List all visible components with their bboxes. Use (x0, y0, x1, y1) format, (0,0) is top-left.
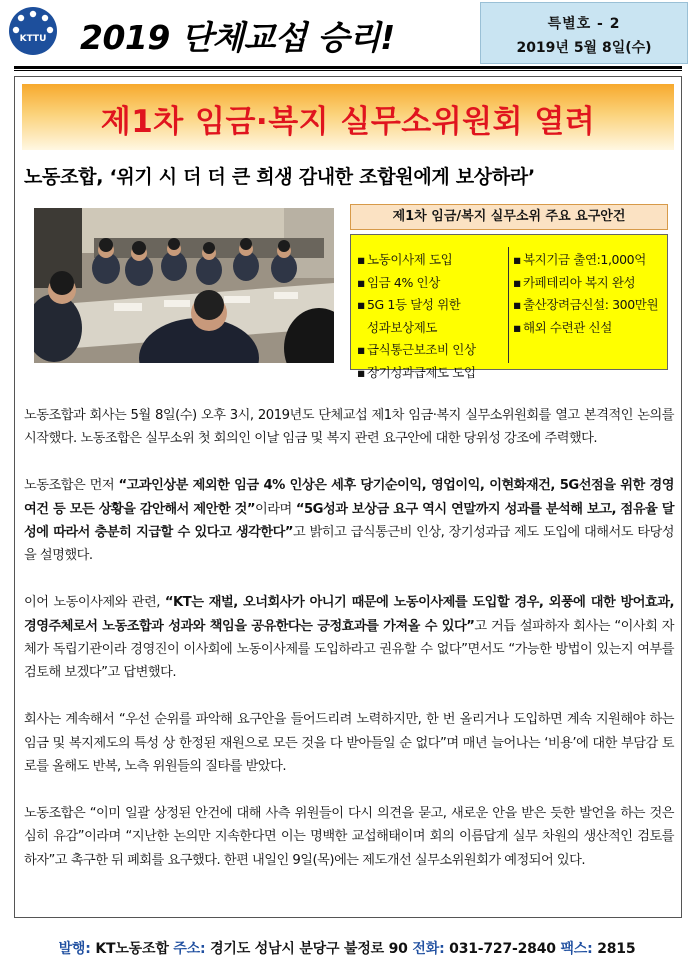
issue-date: 2019년 5월 8일(수) (516, 40, 652, 56)
demand-item-text: 임금 4% 인상 (367, 274, 440, 290)
article-paragraph (24, 708, 674, 778)
address-label: 주소: (173, 941, 206, 957)
publisher-label: 발행: (58, 941, 91, 957)
headline: 제1차 임금·복지 실무소위원회 열려 (100, 104, 596, 140)
meeting-photo (34, 208, 334, 363)
bullet-icon: ▪ (357, 274, 366, 290)
bullet-icon: ▪ (513, 252, 522, 267)
article-paragraph (24, 802, 674, 872)
phone: 031-727-2840 (449, 941, 556, 957)
demand-item-text: 출산장려금신설: 300만원 (523, 297, 659, 313)
publisher: KT노동조합 (95, 941, 169, 957)
demand-item-text: 카페테리아 복지 완성 (523, 274, 636, 290)
demands-panel (344, 204, 674, 380)
paragraph-text: 노동조합은 먼저 (24, 478, 119, 494)
bullet-icon: ▪ (513, 319, 522, 335)
issue-number: 특별호 - 2 (547, 16, 621, 32)
bullet-icon: ▪ (357, 297, 366, 313)
demand-item (357, 294, 509, 317)
demand-item (357, 339, 509, 362)
kttu-logo-icon (8, 6, 58, 56)
demand-item-text: 장기성과급제도 도입 (367, 364, 476, 380)
demands-list-box (350, 234, 668, 380)
header-rule-thin (14, 70, 682, 71)
demand-item-text: 복지기금 출연:1,000억 (523, 252, 646, 267)
paragraph-text: 노동조합은 “이미 일괄 상정된 안건에 대해 사측 위원들이 다시 의견을 묻고, 새로운 안을 받은 듯한 발언을 하는 것은 심히 유감”이라며 “지난한 논의만 지속한다면 이는 명백한 교섭해태이며 회의 이름답게 실무 차원의 생산적인 검토를 하자”고 촉구한 뒤 폐회를 요구했다. 한편 내일인 9일(목)에는 제도개선 실무소위원회가 예정되어 있다. (24, 805, 674, 868)
fax: 2815 (597, 941, 636, 957)
header-rule (14, 66, 682, 69)
paragraph-text: 노동조합과 회사는 5월 8일(수) 오후 3시, 2019년도 단체교섭 제1차 임금·복지 실무소위원회를 열고 본격적인 논의를 시작했다. 노동조합은 실무소위 첫 회의인 이날 임금 및 복지 관련 요구안에 대한 당위성 강조에 주력했다. (24, 408, 674, 447)
demand-item (357, 317, 509, 340)
article-paragraph (24, 591, 674, 685)
footer (0, 938, 694, 958)
logo-text: KTTU (19, 34, 47, 44)
demand-item (357, 249, 509, 272)
quoted-statement: “고과인상분 제외한 임금 4% 인상은 세후 당기순이익, 영업이익, 이현화재건, 5G선점을 위한 경영여건 등 모든 상황을 감안해서 제안한 것” (24, 478, 674, 517)
paragraph-text: 고 밝히고 급식통근비 인상, 장기성과급 제도 도입에 대해서도 타당성을 설명했다. (24, 525, 675, 564)
demand-item (357, 362, 509, 385)
demand-item (513, 249, 665, 272)
quoted-statement: “KT는 재벌, 오너회사가 아니기 때문에 노동이사제를 도입할 경우, 외풍에 대한 방어효과, 경영주체로서 노동조합과 성과와 책임을 공유한다는 긍정효과를 가져올 수 있다” (24, 595, 674, 634)
article-paragraph (24, 474, 674, 568)
bullet-icon: ▪ (513, 297, 522, 313)
demand-item (513, 317, 665, 340)
subheadline: 노동조합, ‘위기 시 더 더 큰 희생 감내한 조합원에게 보상하라’ (24, 166, 535, 188)
demand-item-text: 급식통근보조비 인상 (367, 342, 476, 358)
bullet-icon: ▪ (357, 342, 366, 358)
headline-band (22, 84, 674, 150)
article-body (24, 404, 674, 895)
demands-title: 제1차 임금/복지 실무소위 주요 요구안건 (350, 204, 668, 230)
paragraph-text: 고 거듭 설파하자 회사는 “이사회 자체가 독립기관이라 경영진이 이사회에 노동이사제를 도입하라고 권유할 수 없다”면서도 “가능한 방법이 있는지 여부를 검토해 보겠다”고 답변했다. (24, 618, 674, 681)
newsletter-header (0, 0, 694, 80)
paragraph-text: 이라며 (255, 501, 296, 517)
demands-divider (508, 247, 509, 363)
demands-left-column (357, 249, 509, 385)
paragraph-text: 회사는 계속해서 “우선 순위를 파악해 요구안을 들어드리려 노력하지만, 한 번 올리거나 도입하면 계속 지원해야 하는 임금 및 복지제도의 특성 상 한정된 재원으로 모든 것을 다 받아들일 순 없다”며 매년 늘어나는 ‘비용’에 대한 부담감 토로를 올해도 반복, 노측 위원들의 질타를 받았다. (24, 712, 674, 775)
demand-item-text: 성과보상제도 (367, 319, 438, 335)
demand-item-text: 노동이사제 도입 (367, 252, 453, 267)
article-paragraph (24, 404, 674, 451)
demands-right-column (513, 249, 665, 339)
demand-item (513, 272, 665, 295)
demand-item (357, 272, 509, 295)
address: 경기도 성남시 분당구 불정로 90 (210, 941, 408, 957)
quoted-statement: “5G성과 보상금 요구 역시 연말까지 성과를 분석해 보고, 점유율 달성에 따라서 충분히 지급할 수 있다고 생각한다” (24, 501, 674, 541)
phone-label: 전화: (412, 941, 445, 957)
paragraph-text: 이어 노동이사제와 관련, (24, 595, 165, 611)
fax-label: 팩스: (560, 941, 593, 957)
bullet-icon: ▪ (357, 364, 366, 380)
demand-item (513, 294, 665, 317)
issue-box (480, 2, 688, 64)
demand-item-text: 5G 1등 달성 위한 (367, 297, 461, 313)
demand-item-text: 해외 수련관 신설 (523, 319, 612, 335)
newsletter-title: 2019 단체교섭 승리! (80, 18, 395, 57)
bullet-icon: ▪ (513, 274, 522, 290)
bullet-icon: ▪ (357, 252, 366, 267)
